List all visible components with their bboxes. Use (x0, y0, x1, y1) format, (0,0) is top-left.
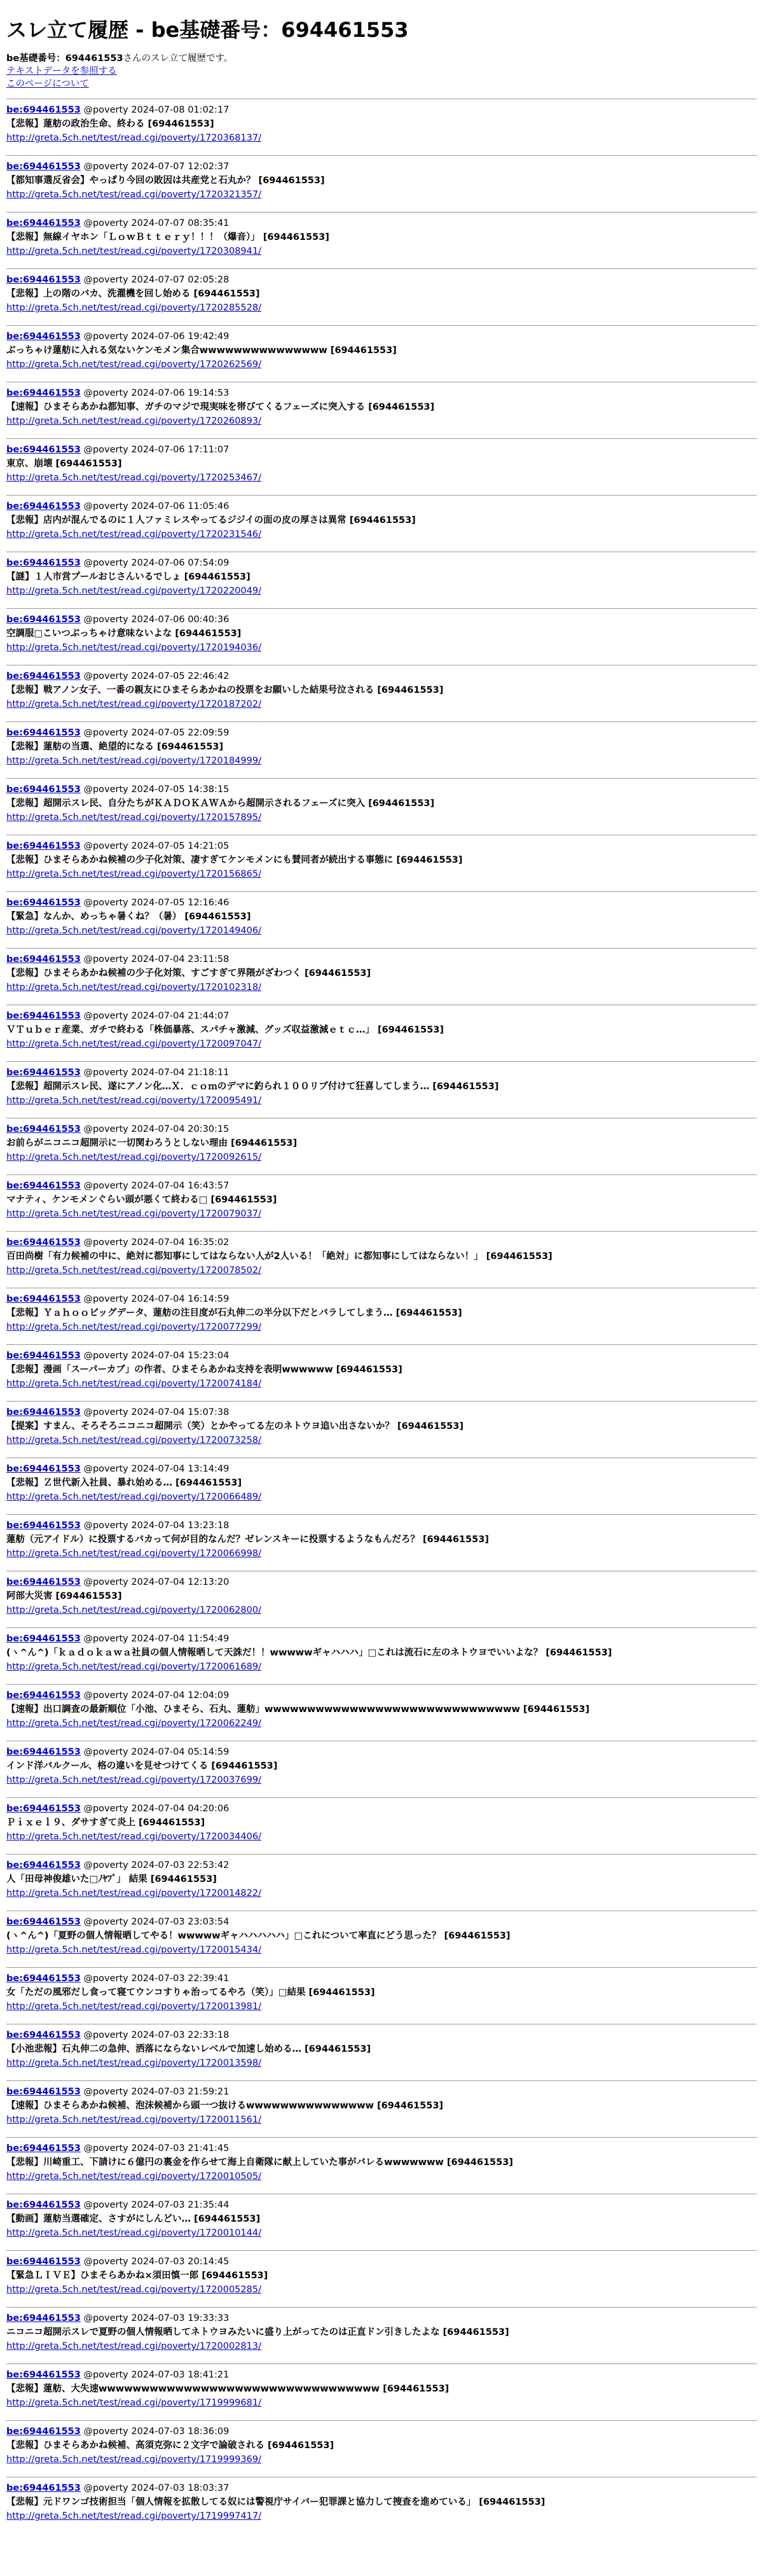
thread-board-date: @poverty 2024-07-03 18:03:37 (83, 2483, 230, 2493)
be-profile-link[interactable]: be:694461553 (6, 1124, 81, 1134)
thread-meta (6, 330, 757, 344)
thread-entry (6, 2307, 757, 2364)
thread-url-link[interactable]: http://greta.5ch.net/test/read.cgi/poverty/1720220049/ (6, 586, 261, 596)
thread-board-date: @poverty 2024-07-03 22:33:18 (83, 2030, 230, 2040)
thread-entry (6, 2194, 757, 2250)
thread-board-date: @poverty 2024-07-06 19:14:53 (83, 388, 230, 398)
thread-title: 人「田母神俊雄いた□ﾉﾔﾌﾞ」 結果 [694461553] (6, 1874, 217, 1884)
thread-title: お前らがニコニコ超開示に一切関わろうとしない理由 [694461553] (6, 1138, 298, 1148)
be-profile-link[interactable]: be:694461553 (6, 1068, 81, 1078)
thread-url-link[interactable]: http://greta.5ch.net/test/read.cgi/poverty/1720078502/ (6, 1265, 261, 1276)
thread-meta (6, 1292, 757, 1306)
thread-board-date: @poverty 2024-07-03 21:59:21 (83, 2087, 230, 2097)
thread-url-link[interactable]: http://greta.5ch.net/test/read.cgi/poverty/1720079037/ (6, 1209, 261, 1219)
thread-meta (6, 1236, 757, 1250)
thread-entry (6, 948, 757, 1005)
thread-title: 【悲報】ひまそらあかね候補の少子化対策、凄すぎてケンモメンにも賛同者が続出する事態に [694461553] (6, 855, 463, 865)
thread-board-date: @poverty 2024-07-04 15:07:38 (83, 1407, 230, 1417)
thread-board-date: @poverty 2024-07-04 23:11:58 (83, 954, 230, 964)
thread-entry (6, 2137, 757, 2194)
thread-board-date: @poverty 2024-07-03 21:35:44 (83, 2200, 230, 2210)
be-profile-link[interactable]: be:694461553 (6, 388, 81, 398)
thread-board-date: @poverty 2024-07-05 14:21:05 (83, 841, 230, 851)
be-profile-link[interactable]: be:694461553 (6, 1294, 81, 1304)
thread-entry (6, 325, 757, 382)
thread-entry (6, 608, 757, 665)
thread-url-link[interactable]: http://greta.5ch.net/test/read.cgi/poverty/1720262569/ (6, 359, 261, 370)
thread-title: (ヽ^ん^)「ｋａｄｏｋａｗａ社員の個人情報晒して天誅だ！！wwwwwギャハハハ」□これは流石に左のネトウヨでいいよな？ [694461553] (6, 1648, 612, 1658)
thread-entry (6, 1514, 757, 1571)
thread-entry (6, 2420, 757, 2477)
thread-entry (6, 155, 757, 212)
be-profile-link[interactable]: be:694461553 (6, 1407, 81, 1417)
thread-title: 【悲報】戦アノン女子、一番の親友にひまそらあかねの投票をお願いした結果号泣される [694461553] (6, 685, 444, 695)
thread-entry (6, 495, 757, 552)
thread-title: 【悲報】元ドワンゴ技術担当「個人情報を拡散してる奴には警視庁サイバー犯罪課と協力して捜査を進めている」 [694461553] (6, 2497, 546, 2507)
thread-meta (6, 1688, 757, 1702)
be-profile-link[interactable]: be:694461553 (6, 1634, 81, 1644)
be-profile-link[interactable]: be:694461553 (6, 218, 81, 228)
thread-entry (6, 835, 757, 891)
thread-board-date: @poverty 2024-07-03 22:39:41 (83, 1974, 230, 1984)
be-profile-link[interactable]: be:694461553 (6, 558, 81, 568)
thread-url-link[interactable]: http://greta.5ch.net/test/read.cgi/poverty/1720095491/ (6, 1096, 261, 1106)
thread-entry (6, 268, 757, 325)
thread-board-date: @poverty 2024-07-04 15:23:04 (83, 1351, 230, 1361)
be-profile-link[interactable]: be:694461553 (6, 105, 81, 115)
thread-meta (6, 1915, 757, 1929)
thread-board-date: @poverty 2024-07-04 13:23:18 (83, 1521, 230, 1531)
thread-meta (6, 2481, 757, 2495)
thread-board-date: @poverty 2024-07-04 16:43:57 (83, 1181, 230, 1191)
thread-board-date: @poverty 2024-07-03 23:03:54 (83, 1917, 230, 1927)
be-number-label: be基礎番号：694461553 (6, 53, 123, 64)
be-profile-link[interactable]: be:694461553 (6, 2087, 81, 2097)
thread-title: マナティ、ケンモメンぐらい頭が悪くて終わる□ [694461553] (6, 1195, 277, 1205)
thread-meta (6, 1575, 757, 1589)
thread-url-link[interactable]: http://greta.5ch.net/test/read.cgi/poverty/1720013981/ (6, 2002, 261, 2012)
be-profile-link[interactable]: be:694461553 (6, 1237, 81, 1248)
thread-meta (6, 160, 757, 174)
thread-meta (6, 2255, 757, 2269)
thread-entry (6, 212, 757, 268)
be-profile-link[interactable]: be:694461553 (6, 2200, 81, 2210)
be-profile-link[interactable]: be:694461553 (6, 2143, 81, 2154)
be-profile-link[interactable]: be:694461553 (6, 445, 81, 455)
thread-entry (6, 1061, 757, 1118)
thread-entry (6, 1741, 757, 1797)
thread-meta (6, 1802, 757, 1816)
thread-board-date: @poverty 2024-07-06 19:42:49 (83, 331, 230, 342)
thread-meta (6, 1009, 757, 1023)
thread-title: 【悲報】蓮舫、大失速wwwwwwwwwwwwwwwwwwwwwwwwwwwwwwwww [694461553] (6, 2384, 450, 2394)
thread-url-link[interactable]: http://greta.5ch.net/test/read.cgi/poverty/1720285528/ (6, 303, 261, 313)
thread-entry (6, 2024, 757, 2080)
be-profile-link[interactable]: be:694461553 (6, 1181, 81, 1191)
thread-entry (6, 721, 757, 778)
be-profile-link[interactable]: be:694461553 (6, 1464, 81, 1474)
be-profile-link[interactable]: be:694461553 (6, 1917, 81, 1927)
thread-meta (6, 2425, 757, 2439)
thread-url-link[interactable]: http://greta.5ch.net/test/read.cgi/poverty/1720308941/ (6, 246, 261, 256)
thread-meta (6, 839, 757, 853)
thread-title: 【悲報】無線イヤホン「ＬｏｗＢｔｔｅｒｙ！！！（爆音）」 [694461553] (6, 232, 329, 242)
thread-url-link[interactable]: http://greta.5ch.net/test/read.cgi/poverty/1719999369/ (6, 2454, 261, 2465)
thread-url-link[interactable]: http://greta.5ch.net/test/read.cgi/poverty/1720010144/ (6, 2228, 261, 2238)
thread-board-date: @poverty 2024-07-03 20:14:45 (83, 2257, 230, 2267)
thread-board-date: @poverty 2024-07-04 21:44:07 (83, 1011, 230, 1021)
thread-url-link[interactable]: http://greta.5ch.net/test/read.cgi/poverty/1720066998/ (6, 1549, 261, 1559)
thread-board-date: @poverty 2024-07-05 14:38:15 (83, 784, 230, 795)
thread-entry (6, 552, 757, 608)
be-profile-link[interactable]: be:694461553 (6, 1974, 81, 1984)
thread-meta (6, 2311, 757, 2325)
be-profile-link[interactable]: be:694461553 (6, 954, 81, 964)
thread-url-link[interactable]: http://greta.5ch.net/test/read.cgi/poverty/1720077299/ (6, 1322, 261, 1332)
be-profile-link[interactable]: be:694461553 (6, 501, 81, 512)
thread-entry (6, 1627, 757, 1684)
thread-board-date: @poverty 2024-07-03 18:36:09 (83, 2426, 230, 2437)
be-profile-link[interactable]: be:694461553 (6, 2483, 81, 2493)
intro (6, 52, 757, 90)
thread-url-link[interactable]: http://greta.5ch.net/test/read.cgi/poverty/1719997417/ (6, 2511, 261, 2521)
be-profile-link[interactable]: be:694461553 (6, 162, 81, 172)
thread-title: 【悲報】上の階のバカ、洗濯機を回し始める [694461553] (6, 289, 260, 299)
thread-meta (6, 952, 757, 966)
thread-entry (6, 1005, 757, 1061)
thread-board-date: @poverty 2024-07-03 22:53:42 (83, 1860, 230, 1870)
thread-url-link[interactable]: http://greta.5ch.net/test/read.cgi/poverty/1720015434/ (6, 1945, 261, 1955)
thread-url-link[interactable]: http://greta.5ch.net/test/read.cgi/poverty/1720092615/ (6, 1152, 261, 1162)
thread-title: ぶっちゃけ蓮舫に入れる気ないケンモメン集合wwwwwwwwwwwwwww [694461553] (6, 345, 397, 356)
thread-url-link[interactable]: http://greta.5ch.net/test/read.cgi/poverty/1720034406/ (6, 1832, 261, 1842)
be-description (6, 52, 757, 65)
thread-title: 【提案】すまん、そろそろニコニコ超開示（笑）とかやってる左のネトウヨ追い出さないか？ [694461553] (6, 1421, 464, 1431)
be-profile-link[interactable]: be:694461553 (6, 1804, 81, 1814)
thread-board-date: @poverty 2024-07-07 12:02:37 (83, 162, 230, 172)
thread-title: 【速報】出口調査の最新順位「小池、ひまそら、石丸、蓮舫」wwwwwwwwwwwwwwwwwwwwwwwwwwwwww [694461553] (6, 1704, 589, 1715)
thread-entry (6, 1571, 757, 1627)
thread-url-link[interactable]: http://greta.5ch.net/test/read.cgi/poverty/1720157895/ (6, 812, 261, 823)
thread-entry (6, 382, 757, 438)
thread-url-link[interactable]: http://greta.5ch.net/test/read.cgi/poverty/1720013598/ (6, 2058, 261, 2068)
thread-entry (6, 1174, 757, 1231)
thread-meta (6, 1632, 757, 1646)
thread-url-link[interactable]: http://greta.5ch.net/test/read.cgi/poverty/1720061689/ (6, 1662, 261, 1672)
thread-entry (6, 2080, 757, 2137)
thread-url-link[interactable]: http://greta.5ch.net/test/read.cgi/poverty/1720253467/ (6, 473, 261, 483)
be-profile-link[interactable]: be:694461553 (6, 2030, 81, 2040)
thread-meta (6, 896, 757, 910)
thread-title: 女「ただの風邪だし食って寝てウンコすりゃ治ってるやろ（笑）」□結果 [694461553] (6, 1988, 375, 1998)
thread-meta (6, 1519, 757, 1533)
thread-board-date: @poverty 2024-07-04 11:54:49 (83, 1634, 230, 1644)
be-profile-link[interactable]: be:694461553 (6, 784, 81, 795)
thread-title: 【悲報】超開示スレ民、遂にアノン化…Ｘ．ｃｏｍのデマに釣られ１００リプ付けて狂喜してしまう… [694461553] (6, 1082, 499, 1092)
thread-title: 【悲報】店内が混んでるのに１人ファミレスやってるジジイの面の皮の厚さは異常 [694461553] (6, 515, 416, 526)
thread-entry (6, 1854, 757, 1911)
thread-meta (6, 1858, 757, 1872)
thread-url-link[interactable]: http://greta.5ch.net/test/read.cgi/poverty/1720368137/ (6, 133, 261, 143)
thread-board-date: @poverty 2024-07-06 00:40:36 (83, 615, 230, 625)
thread-board-date: @poverty 2024-07-04 21:18:11 (83, 1068, 230, 1078)
thread-entry (6, 438, 757, 495)
be-profile-link[interactable]: be:694461553 (6, 615, 81, 625)
thread-meta (6, 1122, 757, 1136)
thread-title: 百田尚樹「有力候補の中に、絶対に都知事にしてはならない人が2人いる！「絶対」に都知事にしてはならない！」 [694461553] (6, 1251, 553, 1262)
thread-board-date: @poverty 2024-07-07 02:05:28 (83, 275, 230, 285)
thread-title: ＶＴｕｂｅｒ産業、ガチで終わる「株価暴落、スパチャ激減、グッズ収益激減ｅｔｃ…」 [694461553] (6, 1025, 444, 1035)
be-profile-link[interactable]: be:694461553 (6, 1690, 81, 1701)
thread-entry (6, 1458, 757, 1514)
thread-meta (6, 499, 757, 513)
thread-title: 【速報】ひまそらあかね候補、泡沫候補から頭一つ抜けるwwwwwwwwwwwwwww [694461553] (6, 2101, 444, 2111)
thread-url-link[interactable]: http://greta.5ch.net/test/read.cgi/poverty/1719999681/ (6, 2398, 261, 2408)
page-title: スレ立て履歴 - be基礎番号：694461553 (6, 18, 409, 42)
thread-url-link[interactable]: http://greta.5ch.net/test/read.cgi/poverty/1720002813/ (6, 2341, 261, 2351)
thread-meta (6, 103, 757, 117)
thread-title: 【悲報】ひまそらあかね候補、高須克弥に２文字で論破される [694461553] (6, 2440, 334, 2451)
thread-entry (6, 1684, 757, 1741)
thread-meta (6, 443, 757, 457)
thread-board-date: @poverty 2024-07-04 16:35:02 (83, 1237, 230, 1248)
thread-url-link[interactable]: http://greta.5ch.net/test/read.cgi/poverty/1720037699/ (6, 1775, 261, 1785)
thread-entry (6, 1401, 757, 1458)
thread-entry (6, 1288, 757, 1344)
thread-entry (6, 99, 757, 155)
thread-meta (6, 613, 757, 627)
thread-meta (6, 1179, 757, 1193)
thread-board-date: @poverty 2024-07-07 08:35:41 (83, 218, 230, 228)
thread-url-link[interactable]: http://greta.5ch.net/test/read.cgi/poverty/1720062800/ (6, 1605, 261, 1615)
thread-meta (6, 1066, 757, 1080)
be-profile-link[interactable]: be:694461553 (6, 331, 81, 342)
be-profile-link[interactable]: be:694461553 (6, 2257, 81, 2267)
thread-entry (6, 1967, 757, 2024)
thread-meta (6, 1972, 757, 1986)
thread-title: 蓮舫（元アイドル）に投票するバカって何が目的なんだ？ゼレンスキーに投票するようなもんだろ？ [694461553] (6, 1535, 489, 1545)
thread-url-link[interactable]: http://greta.5ch.net/test/read.cgi/poverty/1720005285/ (6, 2285, 261, 2295)
be-profile-link[interactable]: be:694461553 (6, 1747, 81, 1757)
thread-url-link[interactable]: http://greta.5ch.net/test/read.cgi/poverty/1720062249/ (6, 1718, 261, 1729)
thread-meta (6, 2198, 757, 2212)
thread-entry (6, 665, 757, 721)
thread-title: 阿部大災害 [694461553] (6, 1591, 122, 1601)
thread-url-link[interactable]: http://greta.5ch.net/test/read.cgi/poverty/1720102318/ (6, 982, 261, 992)
thread-board-date: @poverty 2024-07-04 16:14:59 (83, 1294, 230, 1304)
thread-board-date: @poverty 2024-07-05 22:46:42 (83, 671, 230, 681)
thread-title: 【都知事選反省会】やっぱり今回の敗因は共産党と石丸か？ [694461553] (6, 176, 325, 186)
thread-board-date: @poverty 2024-07-04 04:20:06 (83, 1804, 230, 1814)
thread-meta (6, 783, 757, 797)
be-profile-link[interactable]: be:694461553 (6, 1351, 81, 1361)
be-profile-link[interactable]: be:694461553 (6, 1011, 81, 1021)
thread-url-link[interactable]: http://greta.5ch.net/test/read.cgi/poverty/1720011561/ (6, 2115, 261, 2125)
thread-meta (6, 2085, 757, 2099)
thread-title: 東京、崩壊 [694461553] (6, 459, 122, 469)
thread-entry (6, 1797, 757, 1854)
thread-url-link[interactable]: http://greta.5ch.net/test/read.cgi/poverty/1720149406/ (6, 926, 261, 936)
thread-board-date: @poverty 2024-07-05 12:16:46 (83, 898, 230, 908)
thread-url-link[interactable]: http://greta.5ch.net/test/read.cgi/poverty/1720097047/ (6, 1039, 261, 1049)
thread-meta (6, 1405, 757, 1419)
be-description-text: さんのスレ立て履歴です。 (123, 53, 233, 64)
text-data-link[interactable]: テキストデータを参照する (6, 66, 117, 76)
thread-board-date: @poverty 2024-07-04 12:13:20 (83, 1577, 230, 1587)
thread-title: 【悲報】Ｚ世代新入社員、暴れ始める… [694461553] (6, 1478, 242, 1488)
thread-title: 【悲報】漫画「スーパーカブ」の作者、ひまそらあかね支持を表明wwwwww [694461553] (6, 1365, 402, 1375)
thread-board-date: @poverty 2024-07-05 22:09:59 (83, 728, 230, 738)
thread-meta (6, 2028, 757, 2042)
thread-board-date: @poverty 2024-07-04 20:30:15 (83, 1124, 230, 1134)
thread-meta (6, 669, 757, 683)
thread-title: 【悲報】蓮舫の政治生命、終わる [694461553] (6, 119, 214, 129)
be-profile-link[interactable]: be:694461553 (6, 1521, 81, 1531)
thread-meta (6, 726, 757, 740)
thread-url-link[interactable]: http://greta.5ch.net/test/read.cgi/poverty/1720321357/ (6, 190, 261, 200)
thread-board-date: @poverty 2024-07-06 17:11:07 (83, 445, 230, 455)
be-profile-link[interactable]: be:694461553 (6, 841, 81, 851)
thread-title: 【悲報】川崎重工、下請けに６億円の裏金を作らせて海上自衛隊に献上していた事がバレるwwwwwww [694461553] (6, 2157, 513, 2168)
thread-title: 【悲報】超開示スレ民、自分たちがＫＡＤＯＫＡＷＡから超開示されるフェーズに突入 [694461553] (6, 798, 435, 809)
be-profile-link[interactable]: be:694461553 (6, 2426, 81, 2437)
thread-entry (6, 1344, 757, 1401)
thread-url-link[interactable]: http://greta.5ch.net/test/read.cgi/poverty/1720187202/ (6, 699, 261, 709)
thread-entry (6, 2364, 757, 2420)
thread-board-date: @poverty 2024-07-03 19:33:33 (83, 2313, 230, 2323)
thread-url-link[interactable]: http://greta.5ch.net/test/read.cgi/poverty/1720194036/ (6, 643, 261, 653)
thread-board-date: @poverty 2024-07-08 01:02:17 (83, 105, 230, 115)
thread-title: 【謎】１人市営プールおじさんいるでしょ [694461553] (6, 572, 251, 582)
thread-title: 【動画】蓮舫当選確定、さすがにしんどい… [694461553] (6, 2214, 261, 2224)
thread-entry (6, 1911, 757, 1967)
thread-title: Ｐｉｘｅｌ９、ダサすぎて炎上 [694461553] (6, 1818, 205, 1828)
thread-title: 【速報】ひまそらあかね都知事、ガチのマジで現実味を帯びてくるフェーズに突入する [694461553] (6, 402, 435, 412)
thread-meta (6, 2368, 757, 2382)
thread-board-date: @poverty 2024-07-03 21:41:45 (83, 2143, 230, 2154)
thread-title: (ヽ^ん^)「夏野の個人情報晒してやる！wwwwwギャハハハハハ」□これについて率直にどう思った？ [694461553] (6, 1931, 511, 1941)
thread-title: 【小池悲報】石丸伸二の急伸、洒落にならないレベルで加速し始める… [694461553] (6, 2044, 371, 2054)
thread-meta (6, 1745, 757, 1759)
be-profile-link[interactable]: be:694461553 (6, 728, 81, 738)
thread-history-list (6, 99, 757, 2533)
thread-title: ニコニコ超開示スレで夏野の個人情報晒してネトウヨみたいに盛り上がってたのは正直ドン引きしたよな [694461553] (6, 2327, 509, 2337)
be-profile-link[interactable]: be:694461553 (6, 275, 81, 285)
thread-board-date: @poverty 2024-07-06 07:54:09 (83, 558, 230, 568)
thread-title: 空調服□こいつぶっちゃけ意味ないよな [694461553] (6, 629, 242, 639)
thread-url-link[interactable]: http://greta.5ch.net/test/read.cgi/poverty/1720073258/ (6, 1435, 261, 1445)
thread-entry (6, 778, 757, 835)
thread-url-link[interactable]: http://greta.5ch.net/test/read.cgi/poverty/1720074184/ (6, 1379, 261, 1389)
thread-board-date: @poverty 2024-07-03 18:41:21 (83, 2370, 230, 2380)
thread-meta (6, 556, 757, 570)
thread-meta (6, 386, 757, 400)
thread-url-link[interactable]: http://greta.5ch.net/test/read.cgi/poverty/1720231546/ (6, 529, 261, 540)
thread-url-link[interactable]: http://greta.5ch.net/test/read.cgi/poverty/1720260893/ (6, 416, 261, 426)
thread-title: 【緊急】なんか、めっちゃ暑くね？（暑） [694461553] (6, 912, 251, 922)
thread-meta (6, 1462, 757, 1476)
be-profile-link[interactable]: be:694461553 (6, 898, 81, 908)
thread-board-date: @poverty 2024-07-04 13:14:49 (83, 1464, 230, 1474)
thread-entry (6, 2250, 757, 2307)
be-profile-link[interactable]: be:694461553 (6, 1860, 81, 1870)
thread-title: 【緊急ＬＩＶＥ】ひまそらあかね×須田慎一郎 [694461553] (6, 2271, 268, 2281)
thread-board-date: @poverty 2024-07-04 05:14:59 (83, 1747, 230, 1757)
thread-title: 【悲報】Ｙａｈｏｏビッグデータ、蓮舫の注目度が石丸伸二の半分以下だとバラしてしまう… [694461553] (6, 1308, 462, 1318)
thread-title: 【悲報】蓮舫の当選、絶望的になる [694461553] (6, 742, 224, 752)
thread-meta (6, 2141, 757, 2155)
thread-url-link[interactable]: http://greta.5ch.net/test/read.cgi/poverty/1720010505/ (6, 2171, 261, 2182)
thread-meta (6, 216, 757, 230)
thread-meta (6, 273, 757, 287)
thread-board-date: @poverty 2024-07-04 12:04:09 (83, 1690, 230, 1701)
thread-board-date: @poverty 2024-07-06 11:05:46 (83, 501, 230, 512)
thread-url-link[interactable]: http://greta.5ch.net/test/read.cgi/poverty/1720014822/ (6, 1888, 261, 1898)
thread-title: インド洋バルクール、格の違いを見せつけてくる [694461553] (6, 1761, 278, 1771)
be-profile-link[interactable]: be:694461553 (6, 1577, 81, 1587)
be-profile-link[interactable]: be:694461553 (6, 2313, 81, 2323)
thread-url-link[interactable]: http://greta.5ch.net/test/read.cgi/poverty/1720066489/ (6, 1492, 261, 1502)
thread-url-link[interactable]: http://greta.5ch.net/test/read.cgi/poverty/1720184999/ (6, 756, 261, 766)
be-profile-link[interactable]: be:694461553 (6, 671, 81, 681)
thread-entry (6, 1231, 757, 1288)
thread-entry (6, 891, 757, 948)
about-page-link[interactable]: このページについて (6, 79, 89, 89)
thread-entry (6, 1118, 757, 1174)
thread-entry (6, 2477, 757, 2533)
thread-meta (6, 1349, 757, 1363)
be-profile-link[interactable]: be:694461553 (6, 2370, 81, 2380)
thread-url-link[interactable]: http://greta.5ch.net/test/read.cgi/poverty/1720156865/ (6, 869, 261, 879)
thread-title: 【悲報】ひまそらあかね候補の少子化対策、すごすぎて界隈がざわつく [694461553] (6, 968, 371, 978)
